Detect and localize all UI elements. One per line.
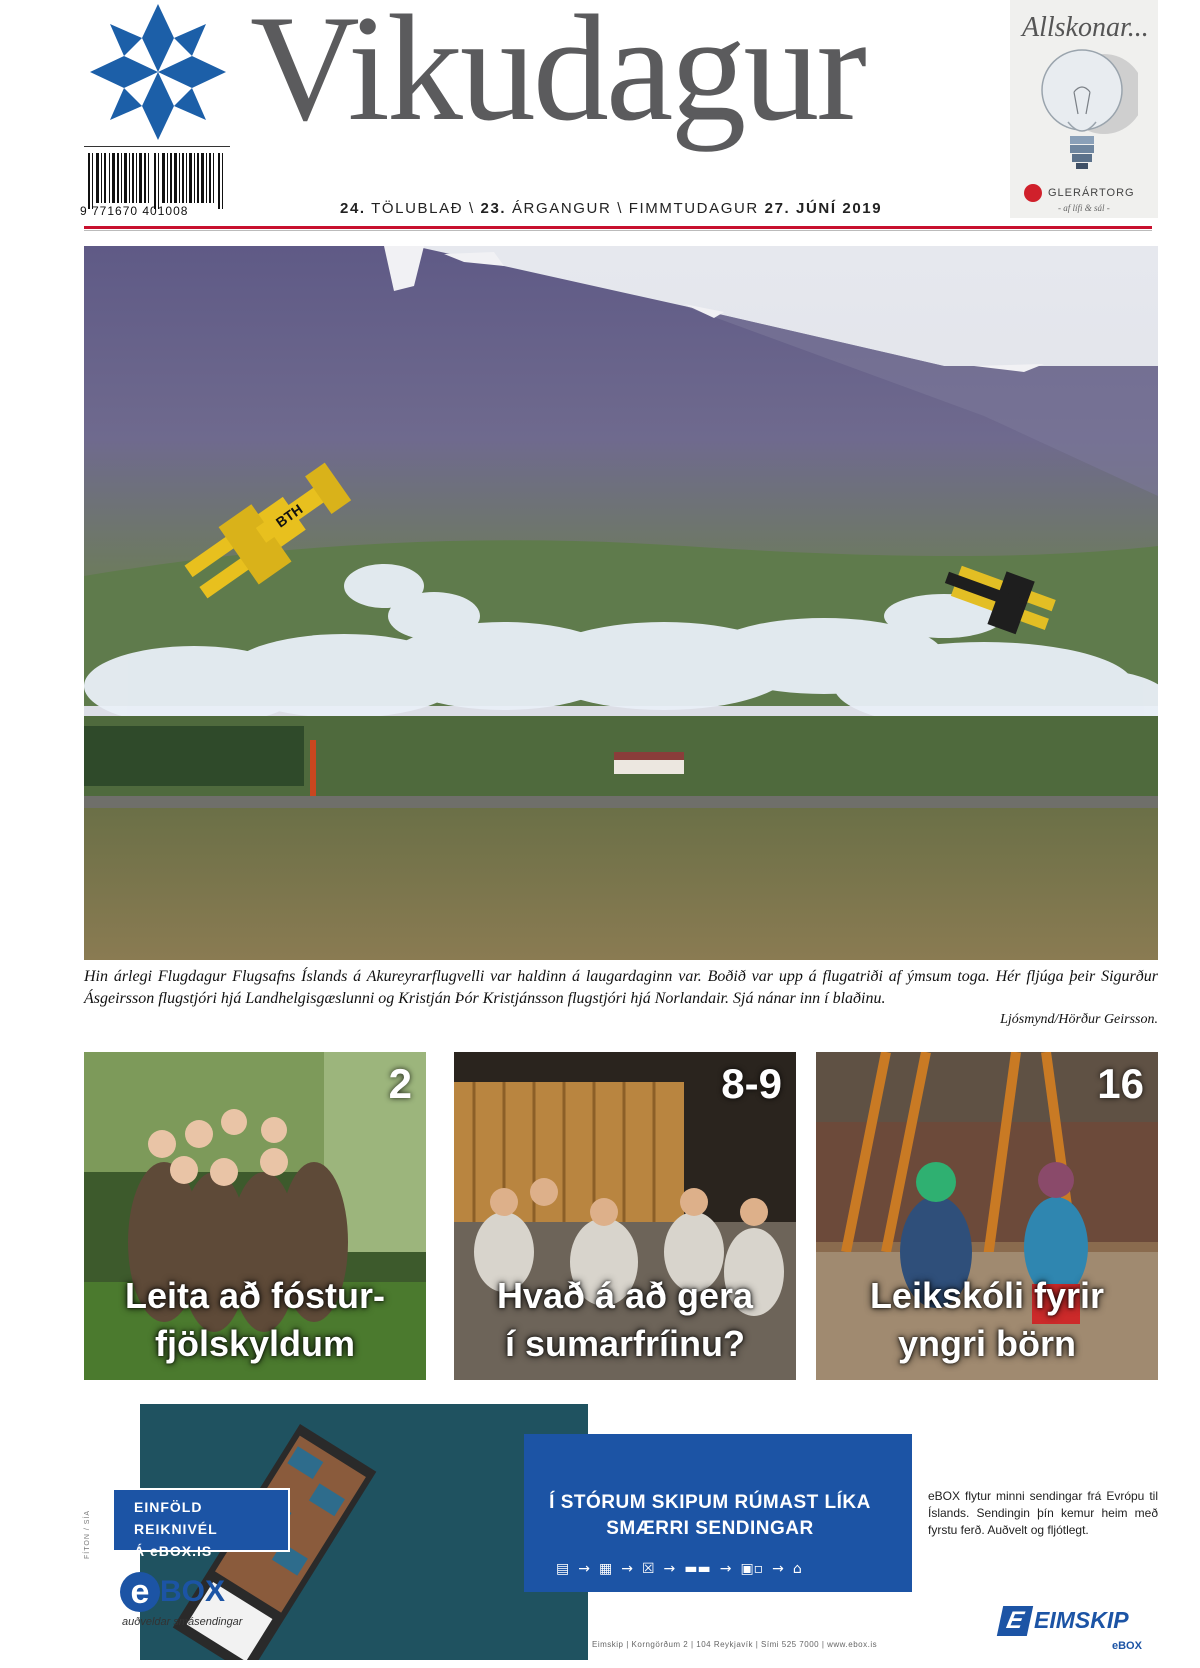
arrow-right-icon: →: [663, 1561, 676, 1577]
ebox-logo-text: BOX: [160, 1575, 226, 1608]
ad-headline-line: SMÆRRI SENDINGAR: [606, 1518, 814, 1539]
eimskip-logo: [1000, 1606, 1129, 1636]
lead-caption: Hin árlegi Flugdagur Flugsafns Íslands á Akureyrarflugvelli var haldinn á laugardaginn var. Boðið var upp á flugatriði af ýmsum toga. Hér fljúga þeir Sigurður Ásgeirsson flugstjóri hjá Landhelgisgæslunni og Kristján Þór Kristjánsson flugstjóri hjá Norlandair. Sjá nánar inn í blaðinu.: [84, 968, 1158, 1007]
lightbulb-icon: [1038, 44, 1138, 176]
teaser-headline-line: Leikskóli fyrir: [869, 1275, 1105, 1316]
truck-icon: ▣▫: [740, 1561, 764, 1577]
teaser-headline-line: Hvað á að gera: [496, 1275, 754, 1316]
package-icon: ☒: [641, 1561, 655, 1577]
eimskip-mark-icon: E: [997, 1606, 1033, 1636]
arrow-right-icon: →: [719, 1561, 732, 1577]
ad-agency-credit: FÍTON / SÍA: [84, 1510, 91, 1559]
teaser-page-number: 8-9: [721, 1060, 782, 1107]
ad-headline-line: Í STÓRUM SKIPUM RÚMAST LÍKA: [549, 1492, 871, 1513]
arrow-right-icon: →: [772, 1561, 784, 1577]
volume-number: 23.: [480, 200, 507, 217]
issue-word: TÖLUBLAÐ: [371, 200, 464, 217]
masthead-gray-rule: [84, 230, 1152, 231]
laptop-icon: ▤: [556, 1561, 570, 1577]
ad-script-text: Allskonar...: [1022, 12, 1149, 43]
barcode-digits: 9 771670 401008: [80, 204, 189, 218]
separator: \: [617, 200, 623, 217]
masthead-title: Vikudagur: [250, 0, 864, 152]
arrow-right-icon: →: [621, 1561, 633, 1577]
teaser-headline: [454, 1272, 796, 1368]
issue-number: 24.: [340, 200, 366, 217]
ebox-tagline: auðveldar smásendingar: [122, 1616, 243, 1628]
ad-tagline: - af lífi & sál -: [1058, 203, 1110, 213]
teaser-headline: [816, 1272, 1158, 1368]
teaser-headline: [84, 1272, 426, 1368]
ad-brand-text: GLERÁRTORG: [1048, 186, 1135, 199]
teaser-page-number: 16: [1097, 1060, 1144, 1107]
ship-icon: ▬▬: [684, 1561, 711, 1577]
glerartorg-ad[interactable]: [1010, 0, 1158, 218]
newspaper-logo-star-icon: [90, 4, 226, 140]
teaser-preschool[interactable]: [816, 1052, 1158, 1380]
teaser-foster-families[interactable]: [84, 1052, 426, 1380]
photo-credit: Ljósmynd/Hörður Geirsson.: [1000, 1012, 1158, 1027]
calculator-icon: ▦: [598, 1561, 613, 1577]
ebox-e-icon: e: [120, 1572, 160, 1612]
issue-date: 27. JÚNÍ 2019: [764, 200, 883, 217]
teaser-headline-line: fjölskyldum: [154, 1323, 356, 1364]
volume-word: ÁRGANGUR: [511, 200, 612, 217]
ebox-logo: [120, 1572, 225, 1612]
teaser-page-number: 2: [388, 1060, 412, 1107]
calc-line: Á eBOX.IS: [134, 1543, 213, 1559]
eimskip-ebox-sub: eBOX: [1112, 1640, 1142, 1652]
eimskip-logo-text: EIMSKIP: [1034, 1607, 1129, 1633]
calc-line: EINFÖLD REIKNIVÉL: [134, 1499, 218, 1537]
issue-line: [340, 200, 882, 217]
teaser-summer-holiday[interactable]: [454, 1052, 796, 1380]
ad-process-icons: [556, 1556, 896, 1582]
teaser-headline-line: í sumarfríinu?: [504, 1323, 746, 1364]
teaser-headline-line: yngri börn: [898, 1323, 1076, 1364]
lead-photo-airshow: [84, 246, 1158, 960]
ad-body-copy: eBOX flytur minni sendingar frá Evrópu til Íslands. Sendingin þín kemur heim með fyrstu ferð. Auðvelt og fljótlegt.: [928, 1489, 1158, 1537]
ad-footer-contact: Eimskip | Korngörðum 2 | 104 Reykjavík | Sími 525 7000 | www.ebox.is: [592, 1640, 878, 1649]
home-icon: ⌂: [792, 1561, 802, 1577]
ad-headline: [524, 1490, 896, 1542]
weekday: FIMMTUDAGUR: [628, 200, 759, 217]
ebox-calculator-link[interactable]: [112, 1488, 290, 1559]
arrow-right-icon: →: [578, 1561, 590, 1577]
plane-tail-text: BTH: [272, 500, 306, 531]
separator: \: [468, 200, 475, 217]
glerartorg-logo-icon: [1024, 184, 1042, 202]
teaser-headline-line: Leita að fóstur-: [124, 1275, 385, 1316]
masthead-red-rule: [84, 226, 1152, 229]
ad-brand: [1024, 184, 1135, 202]
